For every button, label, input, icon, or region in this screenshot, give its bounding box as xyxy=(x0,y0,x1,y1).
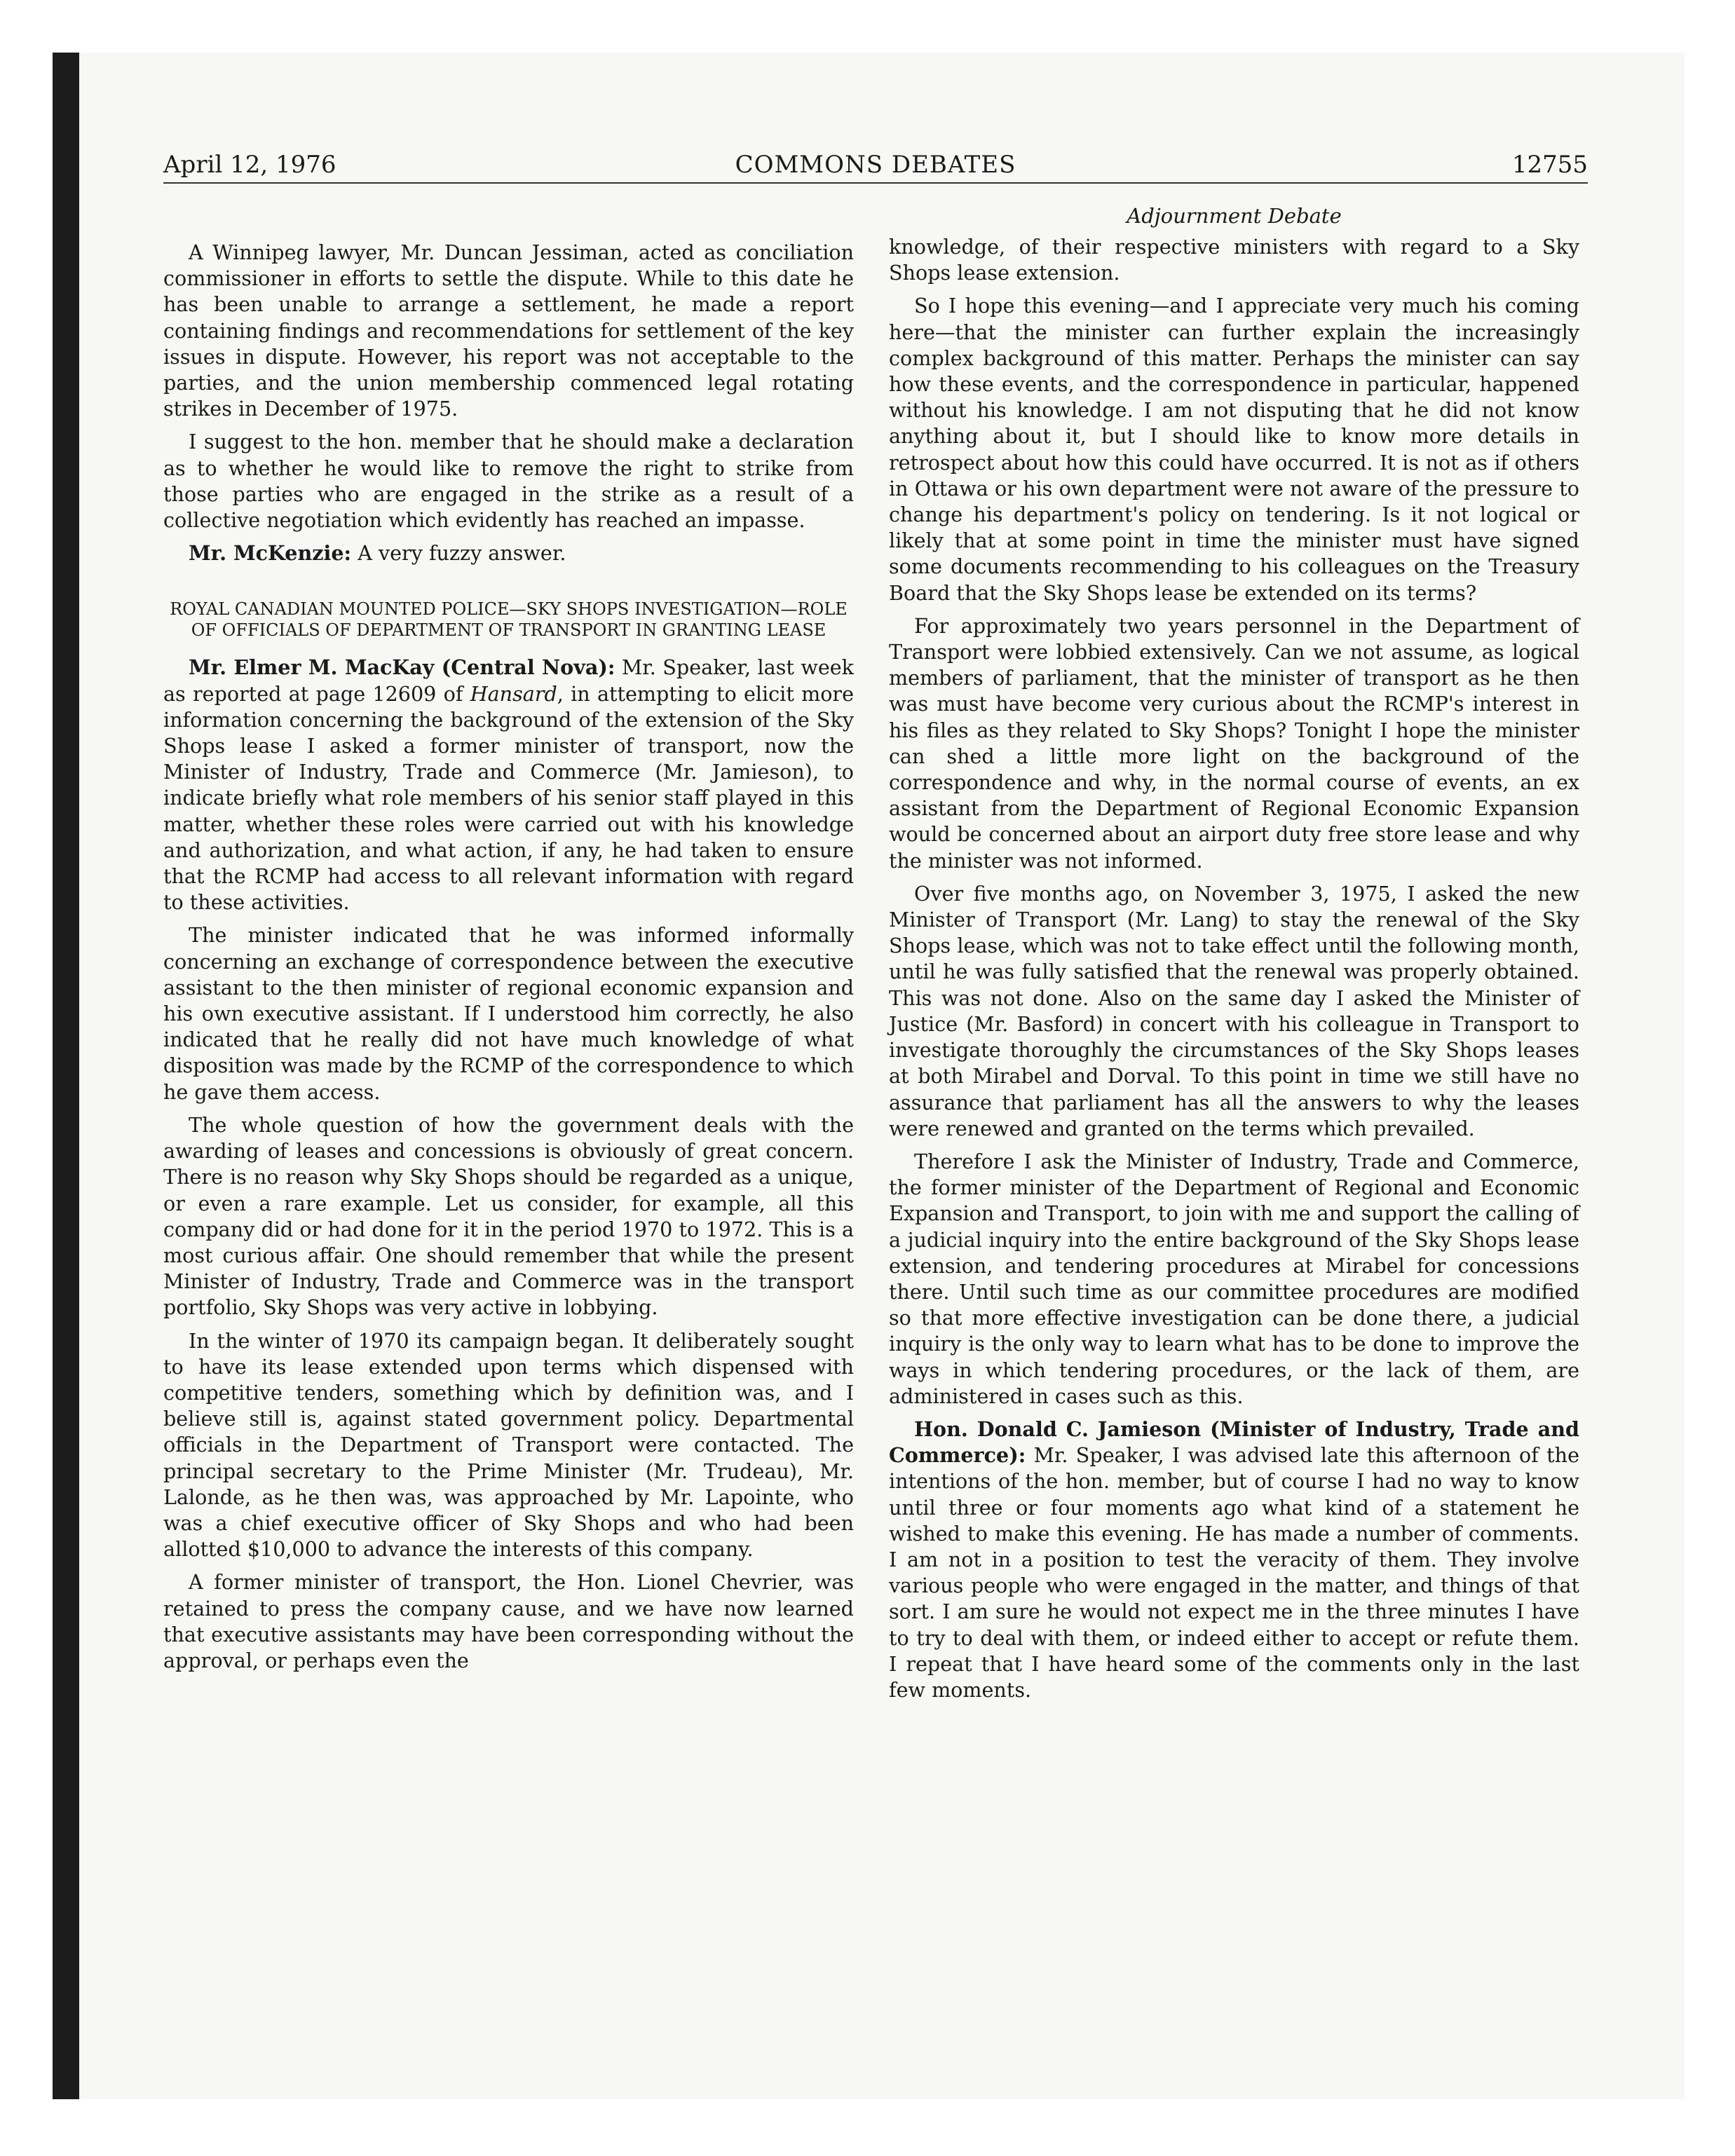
header-title: COMMONS DEBATES xyxy=(735,151,1016,179)
page-header xyxy=(163,147,1588,184)
speech-text: Mr. Speaker, I was advised late this afternoon of the intentions of the hon. member, but of course I had no way to know until three or four moments ago what kind of a statement he wished to make this evening. He has made a number of comments. I am not in a position to test the veracity of them. They involve various people who were engaged in the matter, and things of that sort. I am sure he would not expect me in the three minutes I have to try to deal with them, or indeed either to accept or refute them. I repeat that I have heard some of the comments only in the last few moments. xyxy=(889,1443,1579,1702)
speaker-name: Hon. Donald C. Jamieson (Minister of Industry, Trade and Commerce): xyxy=(889,1417,1579,1468)
speech-text: Mr. Speaker, last week as reported at page 12609 of xyxy=(163,655,854,706)
paragraph: The minister indicated that he was informed informally concerning an exchange of correspondence between the executive assistant to the then minister of regional economic expansion and his own executive assistant. If I understood him correctly, he also indicated that he really did not have much knowledge of what disposition was made by the RCMP of the correspondence to which he gave them access. xyxy=(163,923,854,1104)
speech-text: A very fuzzy answer. xyxy=(351,541,566,566)
paragraph xyxy=(163,540,854,566)
scan-border xyxy=(53,53,79,2099)
paragraph: In the winter of 1970 its campaign began. It deliberately sought to have its lease extended upon terms which dispensed with competitive tenders, something which by definition was, and I believe still is, against stated government policy. Departmental officials in the Department of Transport were contacted. The principal secretary to the Prime Minister (Mr. Trudeau), Mr. Lalonde, as he then was, was approached by Mr. Lapointe, who was a chief executive officer of Sky Shops and who had been allotted $10,000 to advance the interests of this company. xyxy=(163,1328,854,1562)
speaker-name: Mr. Elmer M. MacKay (Central Nova): xyxy=(189,655,615,680)
speaker-name: Mr. McKenzie: xyxy=(189,541,352,566)
paragraph xyxy=(889,1417,1579,1703)
paragraph: A Winnipeg lawyer, Mr. Duncan Jessiman, acted as conciliation commissioner in efforts to settle the dispute. While to this date he has been unable to arrange a settlement, he made a report containing findings and recommendations for settlement of the key issues in dispute. However, his report was not acceptable to the parties, and the union membership commenced legal rotating strikes in December of 1975. xyxy=(163,240,854,421)
section-heading: ROYAL CANADIAN MOUNTED POLICE—SKY SHOPS INVESTIGATION—ROLE OF OFFICIALS OF DEPARTMENT OF TRANSPORT IN GRANTING LEASE xyxy=(170,599,848,641)
paragraph: knowledge, of their respective ministers with regard to a Sky Shops lease extension. xyxy=(889,235,1579,285)
paragraph: A former minister of transport, the Hon. Lionel Chevrier, was retained to press the company cause, and we have now learned that executive assistants may have been corresponding without the approval, or perhaps even the xyxy=(163,1570,854,1672)
hansard-title: Hansard xyxy=(470,681,557,706)
paragraph: The whole question of how the government deals with the awarding of leases and concessions is obviously of great concern. There is no reason why Sky Shops should be regarded as a unique, or even a rare example. Let us consider, for example, all this company did or had done for it in the period 1970 to 1972. This is a most curious affair. One should remember that while the present Minister of Industry, Trade and Commerce was in the transport portfolio, Sky Shops was very active in lobbying. xyxy=(163,1112,854,1320)
paragraph xyxy=(163,655,854,915)
paragraph: I suggest to the hon. member that he should make a declaration as to whether he would like to remove the right to strike from those parties who are engaged in the strike as a result of a collective negotiation which evidently has reached an impasse. xyxy=(163,430,854,533)
right-column xyxy=(889,203,1579,1710)
running-head: Adjournment Debate xyxy=(1127,204,1342,228)
paragraph: Over five months ago, on November 3, 1975, I asked the new Minister of Transport (Mr. Lang) to stay the renewal of the Sky Shops lease, which was not to take effect until the following month, until he was fully satisfied that the renewal was properly obtained. This was not done. Also on the same day I asked the Minister of Justice (Mr. Basford) in concert with his colleague in Transport to investigate thoroughly the circumstances of the Sky Shops leases at both Mirabel and Dorval. To this point in time we still have no assurance that parliament has all the answers to why the leases were renewed and granted on the terms which prevailed. xyxy=(889,881,1579,1140)
speech-text: , in attempting to elicit more information concerning the background of the extension of the Sky Shops lease I asked a former minister of transport, now the Minister of Industry, Trade and Commerce (Mr. Jamieson), to indicate briefly what role members of his senior staff played in this matter, whether these roles were carried out with his knowledge and authorization, and what action, if any, he had taken to ensure that the RCMP had access to all relevant information with regard to these activities. xyxy=(163,681,854,915)
header-date: April 12, 1976 xyxy=(163,151,336,179)
paragraph: Therefore I ask the Minister of Industry, Trade and Commerce, the former minister of the Department of Regional and Economic Expansion and Transport, to join with me and support the calling of a judicial inquiry into the entire background of the Sky Shops lease extension, and tendering procedures at Mirabel for concessions there. Until such time as our committee procedures are modified so that more effective investigation can be done there, a judicial inquiry is the only way to learn what has to be done to improve the ways in which tendering procedures, or the lack of them, are administered in cases such as this. xyxy=(889,1149,1579,1408)
header-page-number: 12755 xyxy=(1511,151,1588,179)
paragraph: For approximately two years personnel in the Department of Transport were lobbied extensively. Can we not assume, as logical members of parliament, that the minister of transport as he then was must have become very curious about the RCMP's interest in his files as they related to Sky Shops? Tonight I hope the minister can shed a little more light on the background of the correspondence and why, in the normal course of events, an ex assistant from the Department of Regional Economic Expansion would be concerned about an airport duty free store lease and why the minister was not informed. xyxy=(889,613,1579,873)
left-column xyxy=(163,240,854,1681)
paragraph: So I hope this evening—and I appreciate very much his coming here—that the minister can further explain the increasingly complex background of this matter. Perhaps the minister can say how these events, and the correspondence in particular, happened without his knowledge. I am not disputing that he did not know anything about it, but I should like to know more details in retrospect about how this could have occurred. It is not as if others in Ottawa or his own department were not aware of the pressure to change his department's policy on tendering. Is it not logical or likely that at some point in time the minister must have signed some documents recommending to his colleagues on the Treasury Board that the Sky Shops lease be extended on its terms? xyxy=(889,294,1579,605)
